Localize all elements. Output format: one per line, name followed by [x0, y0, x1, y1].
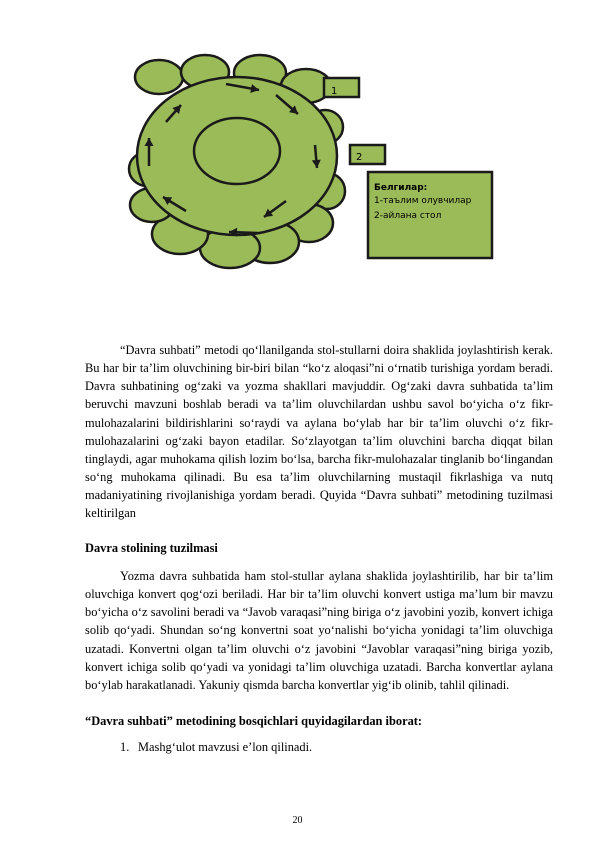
list-item-text: Mashg‘ulot mavzusi e’lon qilinadi.	[138, 740, 313, 754]
list-item	[120, 740, 312, 755]
table-center	[194, 118, 280, 184]
legend-line-2: 2-айлана стол	[374, 211, 442, 221]
paragraph-2: Yozma davra suhbatida ham stol-stullar aylana shaklida joylashtirilib, har bir ta’lim oluvchiga konvert qog‘ozi beriladi. Har bir ta’lim oluvchi konvert ustiga ma’lum bir mavzu bo‘yicha o‘z savolini beradi va “Javob varaqasi”ning biriga o‘z javobini yozib, konvert ichiga solib qo‘yadi. Shundan so‘ng konvertni soat yo‘nalishi bo‘yicha yonidagi ta’lim oluvchiga uzatadi. Konvertni olgan ta’lim oluvchi o‘z javobini “Javoblar varaqasi”ning biriga yozib, konvert ichiga solib qo‘yadi va yonidagi ta’lim oluvchiga uzatadi. Barcha konvertlar aylana bo‘ylab harakatlanadi. Yakuniy qismda barcha konvertlar yig‘ib olinib, tahlil qilinadi.	[85, 569, 553, 692]
legend-title: Белгилар:	[374, 183, 428, 193]
legend-line-1: 1-таълим олувчилар	[374, 196, 472, 206]
paragraph-1: “Davra suhbati” metodi qo‘llanilganda stol-stullarni doira shaklida joylashtirish kerak. Bu har bir ta’lim oluvchining bir-biri bilan “ko‘z aloqasi”ni o‘rnatib turishiga yordam beradi. Davra suhbatining og‘zaki va yozma shakllari mavjuddir. Og‘zaki davra suhbatida ta’lim beruvchi mavzuni boshlab beradi va ta’lim oluvchilardan ushbu savol bo‘yicha o‘z fikr-mulohazalarini bildirishlarini so‘raydi va aylana bo‘ylab har bir ta’lim oluvchi o‘z fikr-mulohazalarini og‘zaki bayon etadilar. So‘zlayotgan ta’lim oluvchini barcha diqqat bilan tinglaydi, agar muhokama qilish lozim bo‘lsa, barcha fikr-mulohazalar tinglanib bo‘lingandan so‘ng muhokama qilinadi. Bu esa ta’lim oluvchilarning mustaqil fikrlashiga va nutq madaniyatining rivojlanishiga yordam beradi. Quyida “Davra suhbati” metodining tuzilmasi keltirilgan	[85, 343, 553, 521]
label-1: 1	[331, 86, 338, 97]
round-table-diagram	[0, 0, 595, 310]
page-number: 20	[292, 815, 303, 826]
label-2: 2	[356, 152, 363, 163]
seat-1	[135, 60, 183, 94]
heading-stages: “Davra suhbati” metodining bosqichlari quyidagilardan iborat:	[85, 714, 423, 728]
list-item-number: 1.	[120, 740, 130, 754]
label-box-1	[324, 78, 359, 97]
heading-table-structure: Davra stolining tuzilmasi	[85, 541, 218, 555]
